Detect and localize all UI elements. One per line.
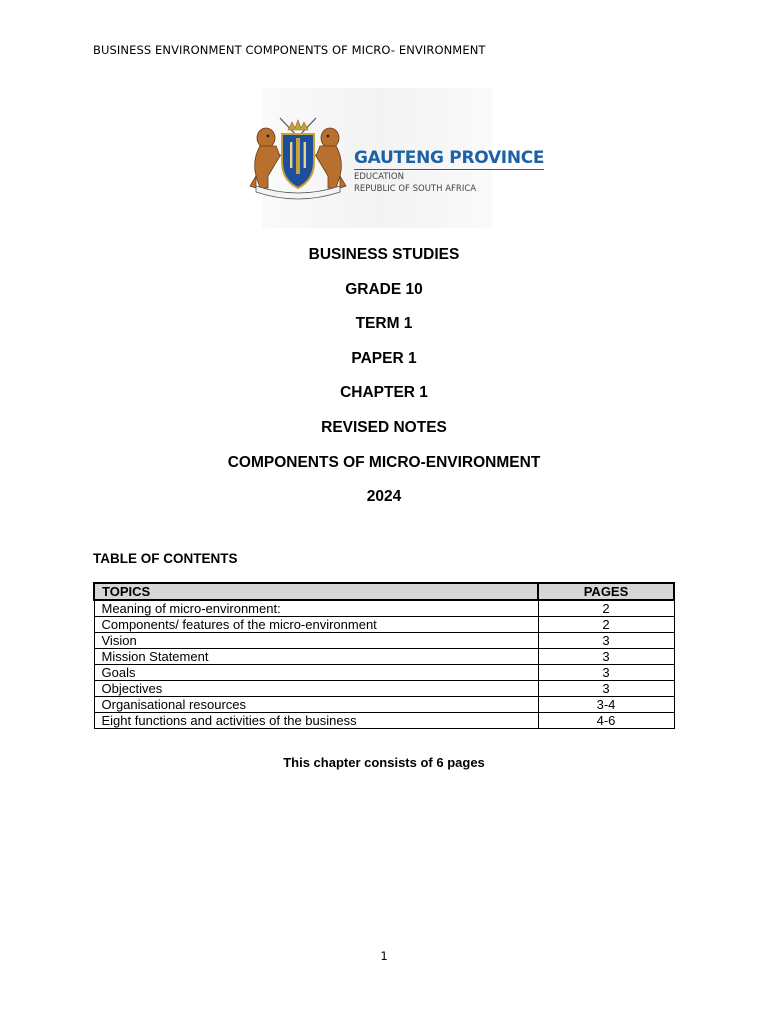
paper-title: PAPER 1 bbox=[351, 349, 417, 367]
toc-pages: 3 bbox=[538, 633, 674, 649]
title-block bbox=[0, 244, 768, 521]
grade-title: GRADE 10 bbox=[345, 280, 423, 298]
table-row bbox=[94, 649, 674, 665]
toc-pages: 2 bbox=[538, 600, 674, 617]
page-count-note: This chapter consists of 6 pages bbox=[283, 755, 485, 770]
logo-line-education: EDUCATION bbox=[354, 172, 404, 182]
toc-pages: 4-6 bbox=[538, 713, 674, 729]
toc-topic: Organisational resources bbox=[94, 697, 538, 713]
table-row bbox=[94, 633, 674, 649]
toc-pages: 3 bbox=[538, 649, 674, 665]
table-row bbox=[94, 713, 674, 729]
toc-topic: Eight functions and activities of the business bbox=[94, 713, 538, 729]
toc-header-topics: TOPICS bbox=[94, 583, 538, 600]
toc-topic: Components/ features of the micro-environment bbox=[94, 617, 538, 633]
term-title: TERM 1 bbox=[355, 315, 413, 333]
toc-pages: 2 bbox=[538, 617, 674, 633]
logo-title: GAUTENG PROVINCE bbox=[354, 148, 545, 168]
toc-topic: Vision bbox=[94, 633, 538, 649]
subject-title: BUSINESS STUDIES bbox=[308, 246, 460, 263]
coat-of-arms-icon bbox=[246, 116, 350, 200]
toc-pages: 3-4 bbox=[538, 697, 674, 713]
toc-topic: Mission Statement bbox=[94, 649, 538, 665]
chapter-title: CHAPTER 1 bbox=[340, 384, 428, 402]
notes-title: REVISED NOTES bbox=[321, 418, 447, 436]
logo-line-country: REPUBLIC OF SOUTH AFRICA bbox=[354, 184, 477, 194]
table-of-contents bbox=[93, 582, 675, 729]
toc-header-pages: PAGES bbox=[538, 583, 674, 600]
toc-topic: Meaning of micro-environment: bbox=[94, 600, 538, 617]
toc-pages: 3 bbox=[538, 681, 674, 697]
page-number: 1 bbox=[380, 949, 388, 963]
table-row bbox=[94, 600, 674, 617]
running-header: BUSINESS ENVIRONMENT COMPONENTS OF MICRO- ENVIRONMENT bbox=[93, 43, 486, 57]
toc-topic: Objectives bbox=[94, 681, 538, 697]
table-row bbox=[94, 681, 674, 697]
toc-header-row bbox=[94, 583, 674, 600]
table-row bbox=[94, 617, 674, 633]
toc-topic: Goals bbox=[94, 665, 538, 681]
table-row bbox=[94, 697, 674, 713]
table-row bbox=[94, 665, 674, 681]
toc-pages: 3 bbox=[538, 665, 674, 681]
year-title: 2024 bbox=[366, 488, 402, 506]
topic-title: COMPONENTS OF MICRO-ENVIRONMENT bbox=[227, 453, 541, 471]
toc-heading: TABLE OF CONTENTS bbox=[93, 551, 238, 566]
gauteng-province-logo bbox=[240, 88, 545, 228]
